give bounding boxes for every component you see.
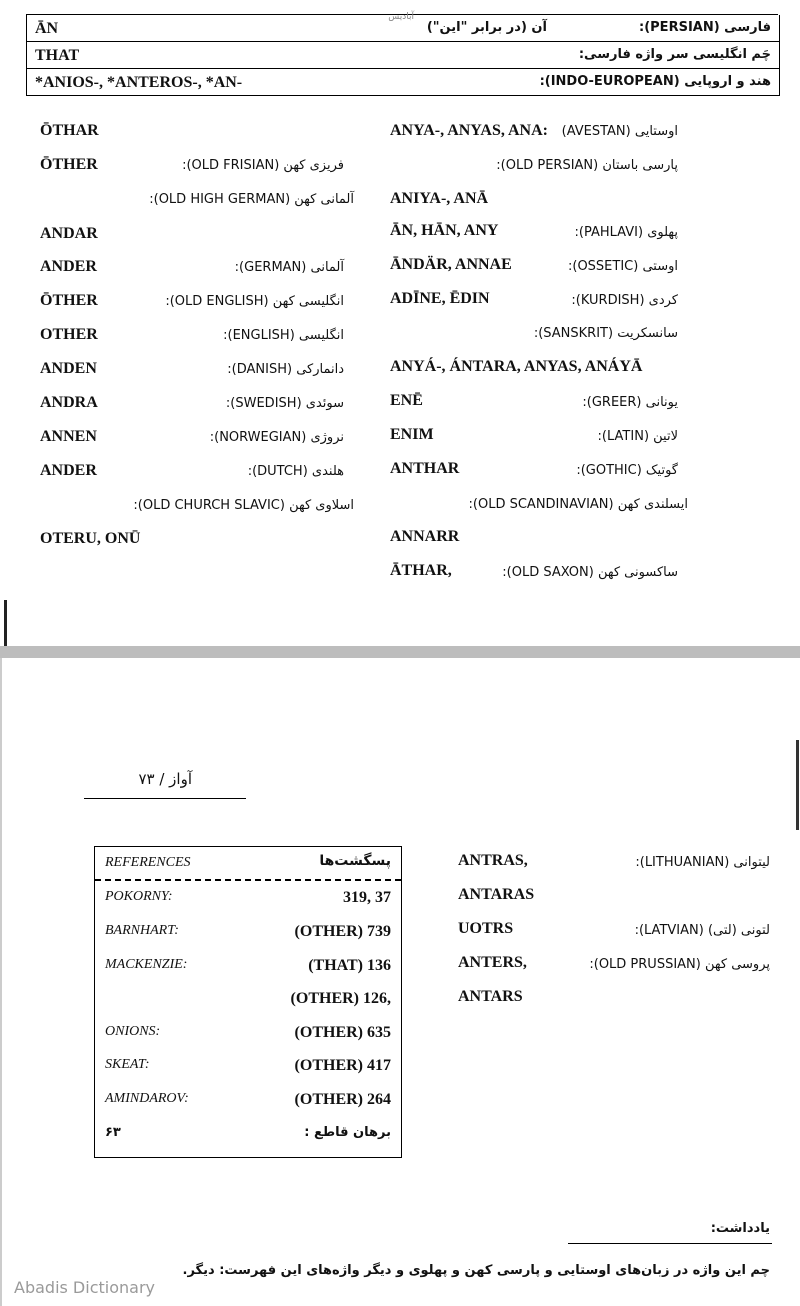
- header-language: فارسی (PERSIAN):: [639, 20, 771, 35]
- entry-word: OTERU, ONŪ: [40, 530, 141, 547]
- entry-word: OTHER: [40, 326, 98, 343]
- entry-word: ĀNDÄR, ANNAE: [390, 256, 512, 273]
- header-pie-label: هند و اروپایی (INDO-EUROPEAN):: [539, 74, 771, 89]
- entry-language: نروژی (NORWEGIAN):: [209, 430, 344, 445]
- reference-value: (OTHER) 126,: [290, 990, 391, 1007]
- scan-edge-right: [796, 740, 799, 830]
- entry-language: کردی (KURDISH):: [571, 293, 678, 308]
- entry-word: ANDAR: [40, 225, 98, 242]
- page-header-rule: [84, 798, 246, 799]
- note-rule: [568, 1243, 772, 1244]
- entry-word: ADĪNE, ĒDIN: [390, 290, 490, 307]
- entry-language: سانسکریت (SANSKRIT):: [533, 326, 678, 341]
- reference-source: POKORNY:: [105, 889, 173, 904]
- header-row-2: [26, 42, 780, 69]
- entry-word: ANNEN: [40, 428, 97, 445]
- note-text: چم این واژه در زبان‌های اوستایی و پارسی کهن و پهلوی و دیگر واژه‌های این فهرست: دیگر.: [182, 1263, 770, 1278]
- entry-language: آلمانی (GERMAN):: [234, 260, 344, 275]
- entry-word: ĀTHAR,: [390, 562, 452, 579]
- entry-language: فریزی کهن (OLD FRISIAN):: [182, 158, 344, 173]
- references-title-persian: پسگشت‌ها: [319, 853, 391, 869]
- entry-language: آلمانی کهن (OLD HIGH GERMAN):: [149, 192, 354, 207]
- header-english-label: چَم انگلیسی سر واژه فارسی:: [578, 47, 771, 62]
- entry-word: ANTARS: [458, 988, 523, 1005]
- header-row-3: [26, 69, 780, 96]
- note-label: یادداشت:: [710, 1221, 770, 1236]
- reference-source: BARNHART:: [105, 923, 179, 938]
- references-box: [94, 846, 402, 1158]
- entry-word: ŌTHER: [40, 156, 98, 173]
- entry-word: ANDEN: [40, 360, 97, 377]
- entry-language: انگلیسی (ENGLISH):: [223, 328, 344, 343]
- reference-value: (OTHER) 739: [294, 923, 391, 940]
- header-word: ĀN: [35, 20, 59, 37]
- entry-word: ANNARR: [390, 528, 460, 545]
- entry-word: ANIYA-, ANĀ: [390, 190, 489, 207]
- scan-edge-mark: [4, 600, 7, 648]
- reference-source: SKEAT:: [105, 1057, 150, 1072]
- reference-source: ONIONS:: [105, 1024, 161, 1039]
- mini-watermark: آبادیس: [388, 12, 414, 22]
- entry-word: ŌTHAR: [40, 122, 99, 139]
- header-meaning: آن (در برابر "این"): [426, 20, 547, 35]
- reference-value: (OTHER) 264: [294, 1091, 391, 1108]
- entry-word: ANDER: [40, 258, 97, 275]
- entry-language: اسلاوی کهن (OLD CHURCH SLAVIC):: [133, 498, 354, 513]
- reference-value: (OTHER) 635: [294, 1024, 391, 1041]
- entry-word: ĀN, HĀN, ANY: [390, 222, 499, 239]
- entry-word: ANDER: [40, 462, 97, 479]
- references-title: REFERENCES: [105, 855, 191, 870]
- references-divider: [95, 879, 401, 881]
- entry-word: ŌTHER: [40, 292, 98, 309]
- entry-word: ANYÁ-, ÁNTARA, ANYAS, ANÁYĀ: [390, 358, 643, 375]
- entry-word: ANTERS,: [458, 954, 527, 971]
- entry-word: ENIM: [390, 426, 434, 443]
- entry-language: گوتیک (GOTHIC):: [576, 463, 678, 478]
- watermark: Abadis Dictionary: [14, 1278, 155, 1297]
- entry-language: دانمارکی (DANISH):: [227, 362, 344, 377]
- page-separator: [0, 646, 800, 658]
- entry-language: اوستی (OSSETIC):: [567, 259, 678, 274]
- entry-language: یونانی (GREER):: [582, 395, 678, 410]
- entry-word: UOTRS: [458, 920, 514, 937]
- reference-value: (THAT) 136: [308, 957, 391, 974]
- entry-language: انگلیسی کهن (OLD ENGLISH):: [165, 294, 344, 309]
- entry-language: پارسی باستان (OLD PERSIAN):: [496, 158, 678, 173]
- entry-word: ANDRA: [40, 394, 98, 411]
- entry-language: سوئدی (SWEDISH):: [225, 396, 344, 411]
- scan-edge-left: [0, 658, 2, 1306]
- entry-language: هلندی (DUTCH):: [247, 464, 344, 479]
- entry-word: ANYA-, ANYAS, ANA:: [390, 122, 548, 139]
- entry-language: لاتین (LATIN):: [597, 429, 678, 444]
- entry-language: پهلوی (PAHLAVI):: [574, 225, 678, 240]
- reference-source: AMINDAROV:: [105, 1091, 189, 1106]
- entry-word: ANTARAS: [458, 886, 535, 903]
- entry-word: ANTHAR: [390, 460, 460, 477]
- reference-value: 319, 37: [343, 889, 391, 906]
- page-number: آواز / ۷۳: [138, 770, 192, 788]
- entry-language: اوستایی (AVESTAN): [561, 124, 678, 139]
- entry-language: پروسی کهن (OLD PRUSSIAN):: [589, 957, 770, 972]
- header-pie-root: *ANIOS-, *ANTEROS-, *AN-: [35, 74, 243, 91]
- header-row-1: [26, 12, 780, 42]
- header-english-word: THAT: [35, 47, 80, 64]
- reference-value: برهان قاطع :: [304, 1125, 391, 1140]
- entry-language: لیتوانی (LITHUANIAN):: [635, 855, 770, 870]
- reference-value: (OTHER) 417: [294, 1057, 391, 1074]
- entry-language: لتونی (لتی) (LATVIAN):: [634, 923, 770, 938]
- entry-word: ANTRAS,: [458, 852, 528, 869]
- entry-word: ENĒ: [390, 392, 423, 409]
- entry-language: ساکسونی کهن (OLD SAXON):: [502, 565, 678, 580]
- reference-source: MACKENZIE:: [105, 957, 188, 972]
- entry-language: ایسلندی کهن (OLD SCANDINAVIAN):: [468, 497, 688, 512]
- reference-source: ۶۳: [105, 1125, 121, 1140]
